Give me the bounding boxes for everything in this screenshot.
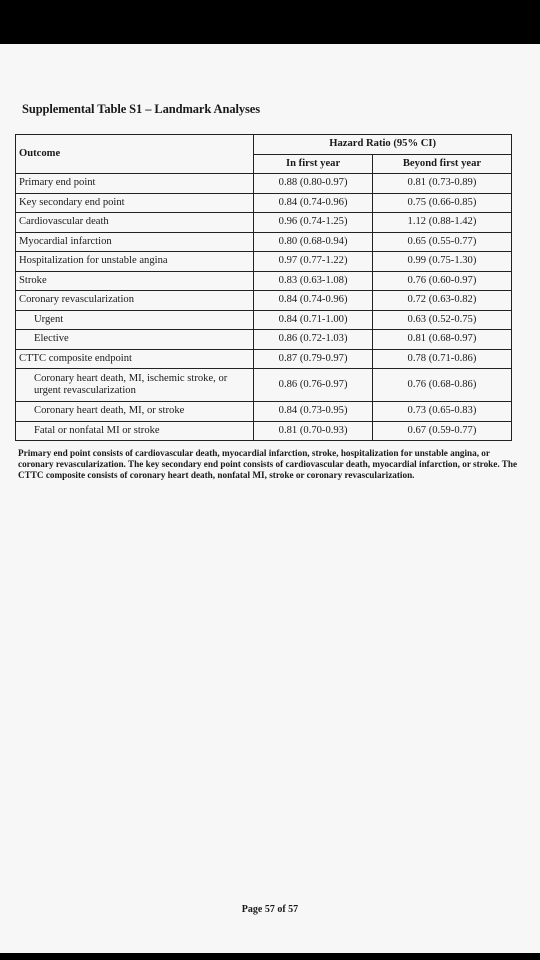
table-row — [16, 291, 512, 311]
col-first-year-header: In first year — [254, 154, 373, 174]
outcome-header: Outcome — [16, 135, 254, 174]
first-year-cell: 0.86 (0.76-0.97) — [254, 369, 373, 402]
beyond-first-year-cell: 0.67 (0.59-0.77) — [372, 421, 511, 441]
table-row — [16, 402, 512, 422]
first-year-cell: 0.84 (0.71-1.00) — [254, 310, 373, 330]
table-footnote: Primary end point consists of cardiovascular death, myocardial infarction, stroke, hospitalization for unstable angina, or coronary revascularization. The key secondary end point consists of cardiovascular death, myocardial infarction, or stroke. The CTTC composite consists of coronary heart death, nonfatal MI, stroke or coronary revascularization. — [18, 448, 518, 481]
first-year-cell: 0.84 (0.74-0.96) — [254, 193, 373, 213]
beyond-first-year-cell: 0.99 (0.75-1.30) — [372, 252, 511, 272]
first-year-cell: 0.86 (0.72-1.03) — [254, 330, 373, 350]
outcome-cell: CTTC composite endpoint — [16, 349, 254, 369]
beyond-first-year-cell: 0.75 (0.66-0.85) — [372, 193, 511, 213]
outcome-cell: Coronary revascularization — [16, 291, 254, 311]
outcome-cell: Primary end point — [16, 174, 254, 194]
hazard-ratio-header: Hazard Ratio (95% CI) — [254, 135, 512, 155]
page-number: Page 57 of 57 — [241, 904, 299, 915]
outcome-cell: Hospitalization for unstable angina — [16, 252, 254, 272]
beyond-first-year-cell: 0.81 (0.68-0.97) — [372, 330, 511, 350]
first-year-cell: 0.87 (0.79-0.97) — [254, 349, 373, 369]
beyond-first-year-cell: 0.65 (0.55-0.77) — [372, 232, 511, 252]
beyond-first-year-cell: 0.73 (0.65-0.83) — [372, 402, 511, 422]
beyond-first-year-cell: 0.81 (0.73-0.89) — [372, 174, 511, 194]
table-row — [16, 193, 512, 213]
first-year-cell: 0.80 (0.68-0.94) — [254, 232, 373, 252]
landmark-table — [15, 134, 512, 441]
first-year-cell: 0.81 (0.70-0.93) — [254, 421, 373, 441]
table-row — [16, 271, 512, 291]
outcome-cell: Myocardial infarction — [16, 232, 254, 252]
beyond-first-year-cell: 0.76 (0.60-0.97) — [372, 271, 511, 291]
table-row — [16, 330, 512, 350]
outcome-cell: Stroke — [16, 271, 254, 291]
outcome-cell: Urgent — [16, 310, 254, 330]
col-beyond-first-year-header: Beyond first year — [372, 154, 511, 174]
header-row — [16, 135, 512, 155]
table-row — [16, 421, 512, 441]
table-row — [16, 369, 512, 402]
outcome-cell: Fatal or nonfatal MI or stroke — [16, 421, 254, 441]
table-title: Supplemental Table S1 – Landmark Analyses — [22, 102, 260, 116]
first-year-cell: 0.83 (0.63-1.08) — [254, 271, 373, 291]
table-row — [16, 252, 512, 272]
beyond-first-year-cell: 1.12 (0.88-1.42) — [372, 213, 511, 233]
table-row — [16, 213, 512, 233]
first-year-cell: 0.84 (0.73-0.95) — [254, 402, 373, 422]
table-row — [16, 174, 512, 194]
table-row — [16, 310, 512, 330]
first-year-cell: 0.97 (0.77-1.22) — [254, 252, 373, 272]
first-year-cell: 0.88 (0.80-0.97) — [254, 174, 373, 194]
outcome-cell: Key secondary end point — [16, 193, 254, 213]
first-year-cell: 0.84 (0.74-0.96) — [254, 291, 373, 311]
outcome-cell: Coronary heart death, MI, or stroke — [16, 402, 254, 422]
outcome-cell: Elective — [16, 330, 254, 350]
beyond-first-year-cell: 0.78 (0.71-0.86) — [372, 349, 511, 369]
beyond-first-year-cell: 0.76 (0.68-0.86) — [372, 369, 511, 402]
table-row — [16, 232, 512, 252]
outcome-cell: Coronary heart death, MI, ischemic stroke, or urgent revascularization — [16, 369, 254, 402]
outcome-cell: Cardiovascular death — [16, 213, 254, 233]
table-row — [16, 349, 512, 369]
document-page — [0, 44, 540, 953]
first-year-cell: 0.96 (0.74-1.25) — [254, 213, 373, 233]
beyond-first-year-cell: 0.72 (0.63-0.82) — [372, 291, 511, 311]
beyond-first-year-cell: 0.63 (0.52-0.75) — [372, 310, 511, 330]
